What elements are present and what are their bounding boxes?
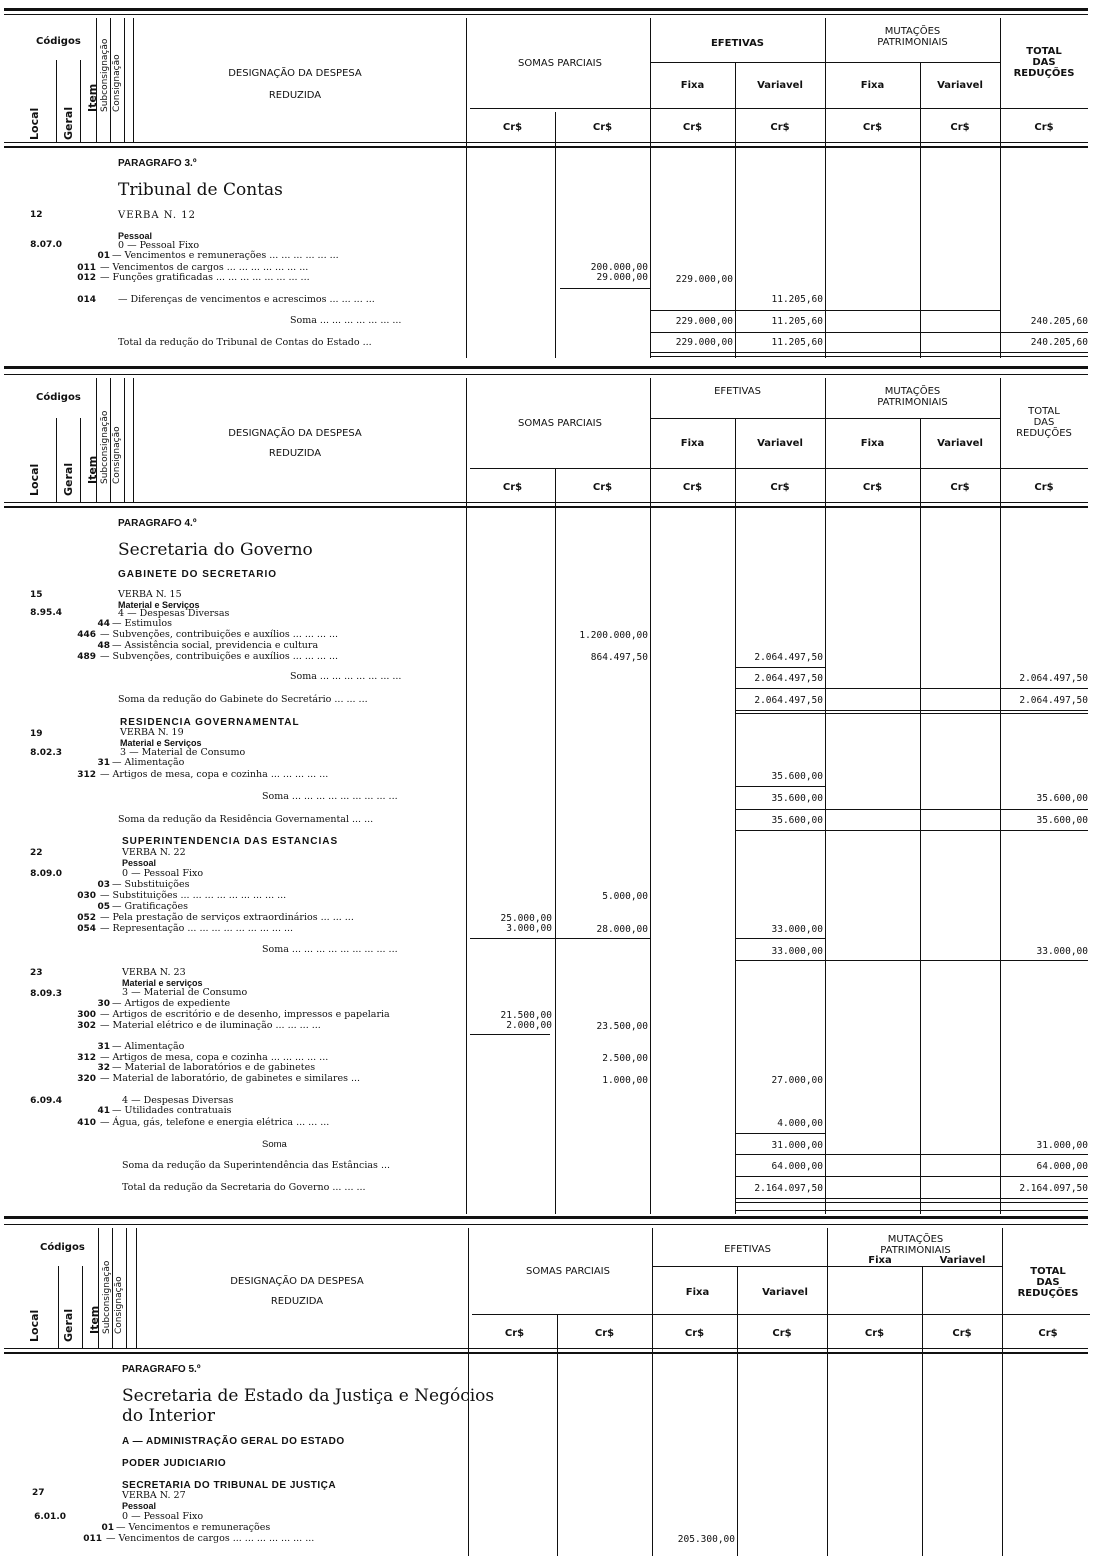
s2-v-gov-total: 2.164.097,50 bbox=[1019, 1183, 1088, 1194]
s2-aliment: — Alimentação bbox=[112, 757, 185, 768]
section-paragrafo-3 bbox=[0, 0, 1094, 370]
header-cr-6: Cr$ bbox=[950, 122, 970, 133]
s3-header-mut-fixa: Fixa bbox=[868, 1255, 892, 1266]
s2-code-31: 31 bbox=[97, 758, 110, 768]
s2-soma23-label: Soma bbox=[262, 1139, 287, 1150]
s2-v-030: 5.000,00 bbox=[602, 891, 648, 902]
s2-code-41: 41 bbox=[97, 1106, 110, 1116]
s2-soma-res-label: Soma da redução da Residência Governamental ... ... bbox=[118, 814, 374, 825]
s2-header-patrimoniais: PATRIMONIAIS bbox=[877, 397, 948, 408]
s3-header-patrimoniais: PATRIMONIAIS bbox=[880, 1245, 951, 1256]
header-consignacao: Consignação bbox=[112, 54, 122, 112]
s2-mat-lab2: — Material de laboratório, de gabinetes e similares ... bbox=[100, 1073, 361, 1084]
s3-header-cr-2: Cr$ bbox=[594, 1328, 615, 1339]
s2-util: — Utilidades contratuais bbox=[112, 1105, 232, 1116]
s2-code-22: 22 bbox=[30, 848, 43, 858]
s2-v-res-var: 35.600,00 bbox=[771, 815, 823, 826]
s2-verba22: VERBA N. 22 bbox=[122, 847, 186, 858]
s1-code-c1: 8.07.0 bbox=[30, 240, 62, 250]
s1-v-fixa-012: 229.000,00 bbox=[675, 274, 733, 285]
s2-code-489: 489 bbox=[77, 652, 96, 662]
s2-v-gab-total: 2.064.497,50 bbox=[1019, 695, 1088, 706]
s2-header-consignacao: Consignação bbox=[112, 426, 122, 484]
s2-v-320: 1.000,00 bbox=[602, 1075, 648, 1086]
s3-header-variavel: Variavel bbox=[762, 1287, 808, 1298]
s3-header-local: Local bbox=[28, 1309, 41, 1342]
s3-header-item: Item bbox=[88, 1305, 101, 1334]
s1-pessoal-fixo: 0 — Pessoal Fixo bbox=[118, 240, 200, 251]
header-cr-4: Cr$ bbox=[770, 122, 790, 133]
s2-v-312b: 2.500,00 bbox=[602, 1053, 648, 1064]
s2-v-gab-var: 2.064.497,50 bbox=[754, 695, 823, 706]
s1-code-verba: 12 bbox=[30, 210, 43, 220]
s2-subv2: — Subvenções, contribuições e auxílios ... ... ... ... bbox=[100, 651, 339, 662]
s2-art-exp: — Artigos de expediente bbox=[112, 998, 231, 1009]
s2-v-054-sp2: 28.000,00 bbox=[596, 924, 648, 935]
s1-venc-rem: — Vencimentos e remunerações ... ... ... ... ... ... bbox=[112, 250, 339, 261]
s2-subst2: — Substituições ... ... ... ... ... ... ... ... ... bbox=[100, 890, 287, 901]
s2-total-gov-label: Total da redução da Secretaria do Governo ... ... ... bbox=[122, 1182, 366, 1193]
s2-code-05: 05 bbox=[97, 902, 110, 912]
s2-mat-elet: — Material elétrico e de iluminação ... ... ... ... bbox=[100, 1020, 321, 1031]
header-mut-fixa: Fixa bbox=[860, 80, 885, 91]
s2-code-44: 44 bbox=[97, 619, 110, 629]
s3-paragrafo: PARAGRAFO 5.º bbox=[122, 1364, 201, 1375]
s2-assist: — Assistência social, previdencia e cultura bbox=[112, 640, 319, 651]
s1-code-014: 014 bbox=[77, 295, 96, 305]
header-cr-1: Cr$ bbox=[502, 122, 523, 133]
s3-title-1: Secretaria de Estado da Justiça e Negócios bbox=[122, 1386, 495, 1406]
s2-v-489: 864.497,50 bbox=[590, 652, 648, 663]
s2-mat-lab: — Material de laboratórios e de gabinetes bbox=[112, 1062, 316, 1073]
header-reduzida: REDUZIDA bbox=[268, 90, 322, 101]
s2-art-escr: — Artigos de escritório e de desenho, impressos e papelaria bbox=[100, 1009, 390, 1020]
s3-header-reduzida: REDUZIDA bbox=[270, 1296, 324, 1307]
s1-verba: VERBA N. 12 bbox=[118, 210, 196, 221]
s2-header-local: Local bbox=[28, 463, 41, 496]
s1-code-01: 01 bbox=[97, 251, 110, 261]
s2-v-054: 3.000,00 bbox=[506, 923, 552, 934]
s2-header-geral: Geral bbox=[62, 462, 75, 496]
s2-header-mut-fixa: Fixa bbox=[860, 438, 885, 449]
s2-code-c23: 8.09.3 bbox=[30, 989, 62, 999]
s2-art-mesa2: — Artigos de mesa, copa e cozinha ... ... ... ... ... bbox=[100, 1052, 329, 1063]
s2-mat-serv19: Material e Serviços bbox=[120, 738, 202, 748]
s2-prest: — Pela prestação de serviços extraordinários ... ... ... bbox=[100, 912, 354, 923]
top-rule bbox=[4, 8, 1088, 11]
s3-code-01: 01 bbox=[101, 1523, 114, 1533]
s2-code-030: 030 bbox=[77, 891, 96, 901]
s3-header-fixa: Fixa bbox=[685, 1287, 710, 1298]
s2-header-reduzida: REDUZIDA bbox=[268, 448, 322, 459]
s2-code-302: 302 bbox=[77, 1021, 96, 1031]
s2-header-reducoes: REDUÇÕES bbox=[1016, 428, 1072, 439]
header-cr-7: Cr$ bbox=[1034, 122, 1054, 133]
s2-estimulos: — Estimulos bbox=[112, 618, 172, 629]
s1-v-soma-fixa: 229.000,00 bbox=[675, 316, 733, 327]
s2-code-23: 23 bbox=[30, 968, 43, 978]
s3-pessoal27: Pessoal bbox=[122, 1501, 157, 1511]
s2-artigos-mesa: — Artigos de mesa, copa e cozinha ... ... ... ... ... bbox=[100, 769, 329, 780]
s2-pessoal22: Pessoal bbox=[122, 858, 157, 868]
s2-v-sup-total: 64.000,00 bbox=[1036, 1161, 1088, 1172]
s1-code-012: 012 bbox=[77, 273, 96, 283]
header-local: Local bbox=[28, 107, 41, 140]
s1-pessoal: Pessoal bbox=[118, 231, 153, 241]
s1-diferencas: — Diferenças de vencimentos e acrescimos ... ... ... ... bbox=[118, 294, 375, 305]
header-codigos: Códigos bbox=[36, 36, 81, 47]
s3-header-cr-7: Cr$ bbox=[1038, 1328, 1058, 1339]
s2-code-410: 410 bbox=[77, 1118, 96, 1128]
s2-header-mutacoes: MUTAÇÕES bbox=[884, 386, 941, 397]
s2-header-cr-2: Cr$ bbox=[592, 482, 613, 493]
s2-header-mut-variavel: Variavel bbox=[937, 438, 983, 449]
top-rule-thin bbox=[4, 14, 1088, 15]
s3-adm: A — ADMINISTRAÇÃO GERAL DO ESTADO bbox=[122, 1436, 345, 1447]
s2-v-302: 2.000,00 bbox=[506, 1020, 552, 1031]
section-paragrafo-4 bbox=[0, 372, 1094, 1220]
s3-code-011: 011 bbox=[83, 1534, 102, 1544]
s2-desp-div23: 4 — Despesas Diversas bbox=[122, 1095, 234, 1106]
s2-soma19-label: Soma ... ... ... ... ... ... ... ... ... bbox=[262, 791, 398, 802]
s2-code-320: 320 bbox=[77, 1074, 96, 1084]
s2-code-30: 30 bbox=[97, 999, 110, 1009]
s1-v-sp-012: 29.000,00 bbox=[596, 272, 648, 283]
s2-v-soma19-total: 35.600,00 bbox=[1036, 793, 1088, 804]
s2-header-cr-5: Cr$ bbox=[862, 482, 883, 493]
header-designacao: DESIGNAÇÃO DA DESPESA bbox=[228, 68, 362, 79]
s3-header-cr-1: Cr$ bbox=[504, 1328, 525, 1339]
s2-code-300: 300 bbox=[77, 1010, 96, 1020]
s3-header-codigos: Códigos bbox=[40, 1242, 85, 1253]
s2-agua: — Água, gás, telefone e energia elétrica ... ... ... bbox=[100, 1117, 330, 1128]
s2-code-31b: 31 bbox=[97, 1042, 110, 1052]
s2-v-soma22-total: 33.000,00 bbox=[1036, 946, 1088, 957]
s2-repres: — Representação ... ... ... ... ... ... ... ... ... bbox=[100, 923, 294, 934]
s3-poder: PODER JUDICIARIO bbox=[122, 1458, 227, 1469]
s2-code-15: 15 bbox=[30, 590, 43, 600]
s3-header-cr-3: Cr$ bbox=[684, 1328, 705, 1339]
s2-aliment2: — Alimentação bbox=[112, 1041, 185, 1052]
s1-v-tot-fixa: 229.000,00 bbox=[675, 337, 733, 348]
s1-code-011: 011 bbox=[77, 263, 96, 273]
s2-mat-serv23: Material e serviços bbox=[122, 978, 203, 988]
s1-venc-cargos: — Vencimentos de cargos ... ... ... ... ... ... ... bbox=[100, 262, 309, 273]
s3-header-mutacoes: MUTAÇÕES bbox=[887, 1234, 944, 1245]
s2-code-446: 446 bbox=[77, 630, 96, 640]
header-item: Item bbox=[86, 83, 99, 112]
header-geral: Geral bbox=[62, 106, 75, 140]
header-mut-variavel: Variavel bbox=[937, 80, 983, 91]
s3-header-subconsignacao: Subconsignação bbox=[102, 1260, 112, 1334]
s3-header-cr-5: Cr$ bbox=[864, 1328, 885, 1339]
s3-verba27: VERBA N. 27 bbox=[122, 1490, 186, 1501]
s2-code-03: 03 bbox=[97, 880, 110, 890]
s3-header-consignacao: Consignação bbox=[114, 1276, 124, 1334]
s1-total-label: Total da redução do Tribunal de Contas do Estado ... bbox=[118, 337, 372, 348]
s3-header-mut-variavel: Variavel bbox=[939, 1255, 986, 1266]
header-somas-parciais: SOMAS PARCIAIS bbox=[518, 58, 602, 69]
s2-header-cr-6: Cr$ bbox=[950, 482, 970, 493]
s2-v-446: 1.200.000,00 bbox=[579, 630, 648, 641]
s2-soma15-label: Soma ... ... ... ... ... ... ... bbox=[290, 671, 402, 682]
s3-header-somas-parciais: SOMAS PARCIAIS bbox=[526, 1266, 610, 1277]
s2-v-soma15-var: 2.064.497,50 bbox=[754, 673, 823, 684]
s1-title: Tribunal de Contas bbox=[118, 180, 283, 200]
s1-paragrafo: PARAGRAFO 3.º bbox=[118, 158, 197, 169]
s1-v-sp-011: 200.000,00 bbox=[590, 262, 648, 273]
s2-header-fixa: Fixa bbox=[680, 438, 705, 449]
s2-superint: SUPERINTENDENCIA DAS ESTANCIAS bbox=[122, 836, 339, 847]
s2-v-300: 21.500,00 bbox=[500, 1010, 552, 1021]
section-paragrafo-5 bbox=[0, 1222, 1094, 1556]
s1-v-var-014: 11.205,60 bbox=[771, 294, 823, 305]
s3-header-designacao: DESIGNAÇÃO DA DESPESA bbox=[230, 1276, 364, 1287]
s2-v-soma15-total: 2.064.497,50 bbox=[1019, 673, 1088, 684]
s2-header-subconsignacao: Subconsignação bbox=[100, 410, 110, 484]
header-das: DAS bbox=[1032, 57, 1056, 68]
s3-header-cr-6: Cr$ bbox=[952, 1328, 972, 1339]
s2-soma-gab-label: Soma da redução do Gabinete do Secretário ... ... ... bbox=[118, 694, 368, 705]
header-mutacoes: MUTAÇÕES bbox=[884, 26, 941, 37]
s3-title-2: do Interior bbox=[122, 1406, 216, 1426]
s2-gabinete: GABINETE DO SECRETARIO bbox=[118, 569, 278, 580]
s2-title: Secretaria do Governo bbox=[118, 540, 313, 560]
header-reducoes: REDUÇÕES bbox=[1013, 68, 1075, 79]
s2-header-cr-1: Cr$ bbox=[502, 482, 523, 493]
header-cr-5: Cr$ bbox=[862, 122, 883, 133]
header-patrimoniais: PATRIMONIAIS bbox=[877, 37, 948, 48]
s2-mat-cons: 3 — Material de Consumo bbox=[120, 747, 246, 758]
s2-header-somas-parciais: SOMAS PARCIAIS bbox=[518, 418, 602, 429]
s2-code-32: 32 bbox=[97, 1063, 110, 1073]
s2-v-soma19-var: 35.600,00 bbox=[771, 793, 823, 804]
s2-code-c19: 8.02.3 bbox=[30, 748, 62, 758]
s2-v-052: 25.000,00 bbox=[500, 913, 552, 924]
s3-pf27: 0 — Pessoal Fixo bbox=[122, 1511, 204, 1522]
s2-code-312b: 312 bbox=[77, 1053, 96, 1063]
s2-mat-serv: Material e Serviços bbox=[118, 600, 200, 610]
s3-code-c27: 6.01.0 bbox=[34, 1512, 66, 1522]
s2-header-variavel: Variavel bbox=[757, 438, 803, 449]
s2-header-item: Item bbox=[86, 455, 99, 484]
s2-soma-sup-label: Soma da redução da Superintendência das Estâncias ... bbox=[122, 1160, 391, 1171]
s1-v-soma-total: 240.205,60 bbox=[1030, 316, 1088, 327]
s2-v-320-var: 27.000,00 bbox=[771, 1075, 823, 1086]
s2-code-c15: 8.95.4 bbox=[30, 608, 62, 618]
s2-v-sup-var: 64.000,00 bbox=[771, 1161, 823, 1172]
s2-code-052: 052 bbox=[77, 913, 96, 923]
s2-code-48: 48 bbox=[97, 641, 110, 651]
s3-header-total: TOTAL bbox=[1030, 1266, 1066, 1277]
s2-code-312: 312 bbox=[77, 770, 96, 780]
header-efetivas: EFETIVAS bbox=[710, 38, 765, 49]
s2-pf22: 0 — Pessoal Fixo bbox=[122, 868, 204, 879]
s3-header-das: DAS bbox=[1036, 1277, 1060, 1288]
s2-verba23: VERBA N. 23 bbox=[122, 967, 186, 978]
s2-subst: — Substituições bbox=[112, 879, 190, 890]
s1-v-tot-var: 11.205,60 bbox=[771, 337, 823, 348]
header-total: TOTAL bbox=[1026, 46, 1062, 57]
s2-v-soma23-var: 31.000,00 bbox=[771, 1140, 823, 1151]
header-cr-2: Cr$ bbox=[592, 122, 613, 133]
s2-v-312-var: 35.600,00 bbox=[771, 771, 823, 782]
s2-verba19: VERBA N. 19 bbox=[120, 727, 184, 738]
s2-header-cr-4: Cr$ bbox=[770, 482, 790, 493]
s2-gratif: — Gratificações bbox=[112, 901, 189, 912]
s2-v-489-var: 2.064.497,50 bbox=[754, 652, 823, 663]
s2-mat-cons23: 3 — Material de Consumo bbox=[122, 987, 248, 998]
s1-func-grat: — Funções gratificadas ... ... ... ... ... ... ... ... bbox=[100, 272, 310, 283]
s2-verba15: VERBA N. 15 bbox=[118, 589, 182, 600]
s1-v-tot-total: 240.205,60 bbox=[1030, 337, 1088, 348]
s2-v-gov-var: 2.164.097,50 bbox=[754, 1183, 823, 1194]
s3-v-011-fixa: 205.300,00 bbox=[677, 1534, 735, 1545]
s3-sec-trib: SECRETARIA DO TRIBUNAL DE JUSTIÇA bbox=[122, 1480, 337, 1491]
s2-v-soma22-var: 33.000,00 bbox=[771, 946, 823, 957]
s3-header-geral: Geral bbox=[62, 1308, 75, 1342]
s3-header-reducoes: REDUÇÕES bbox=[1017, 1288, 1079, 1299]
s2-header-designacao: DESIGNAÇÃO DA DESPESA bbox=[228, 428, 362, 439]
s2-subv1: — Subvenções, contribuições e auxílios ... ... ... ... bbox=[100, 629, 339, 640]
s2-header-codigos: Códigos bbox=[36, 392, 81, 403]
s2-residencia: RESIDENCIA GOVERNAMENTAL bbox=[120, 717, 300, 728]
s2-code-c23b: 6.09.4 bbox=[30, 1096, 62, 1106]
s2-v-soma23-total: 31.000,00 bbox=[1036, 1140, 1088, 1151]
s2-v-302-sp2: 23.500,00 bbox=[596, 1021, 648, 1032]
s2-header-total: TOTAL bbox=[1028, 406, 1060, 417]
s2-code-054: 054 bbox=[77, 924, 96, 934]
header-cr-3: Cr$ bbox=[682, 122, 703, 133]
s1-v-soma-var: 11.205,60 bbox=[771, 316, 823, 327]
s3-code-27: 27 bbox=[32, 1488, 45, 1498]
s2-code-19: 19 bbox=[30, 729, 43, 739]
s2-header-cr-7: Cr$ bbox=[1034, 482, 1054, 493]
s2-code-c22: 8.09.0 bbox=[30, 869, 62, 879]
s2-v-410-var: 4.000,00 bbox=[777, 1118, 823, 1129]
header-variavel: Variavel bbox=[757, 80, 803, 91]
s2-v-res-total: 35.600,00 bbox=[1036, 815, 1088, 826]
s2-desp-div: 4 — Despesas Diversas bbox=[118, 608, 230, 619]
s2-header-efetivas: EFETIVAS bbox=[714, 386, 761, 397]
s3-header-cr-4: Cr$ bbox=[772, 1328, 792, 1339]
header-subconsignacao: Subconsignação bbox=[100, 38, 110, 112]
s2-header-das: DAS bbox=[1033, 417, 1055, 428]
header-fixa: Fixa bbox=[680, 80, 705, 91]
s2-paragrafo: PARAGRAFO 4.º bbox=[118, 518, 197, 529]
s2-header-cr-3: Cr$ bbox=[682, 482, 703, 493]
s3-venc27: — Vencimentos e remunerações bbox=[116, 1522, 271, 1533]
s3-header-efetivas: EFETIVAS bbox=[724, 1244, 771, 1255]
s3-venc-cargos27: — Vencimentos de cargos ... ... ... ... ... ... ... bbox=[106, 1533, 315, 1544]
s2-soma22-label: Soma ... ... ... ... ... ... ... ... ... bbox=[262, 944, 398, 955]
s2-v-054-var: 33.000,00 bbox=[771, 924, 823, 935]
s1-soma-label: Soma ... ... ... ... ... ... ... bbox=[290, 315, 402, 326]
